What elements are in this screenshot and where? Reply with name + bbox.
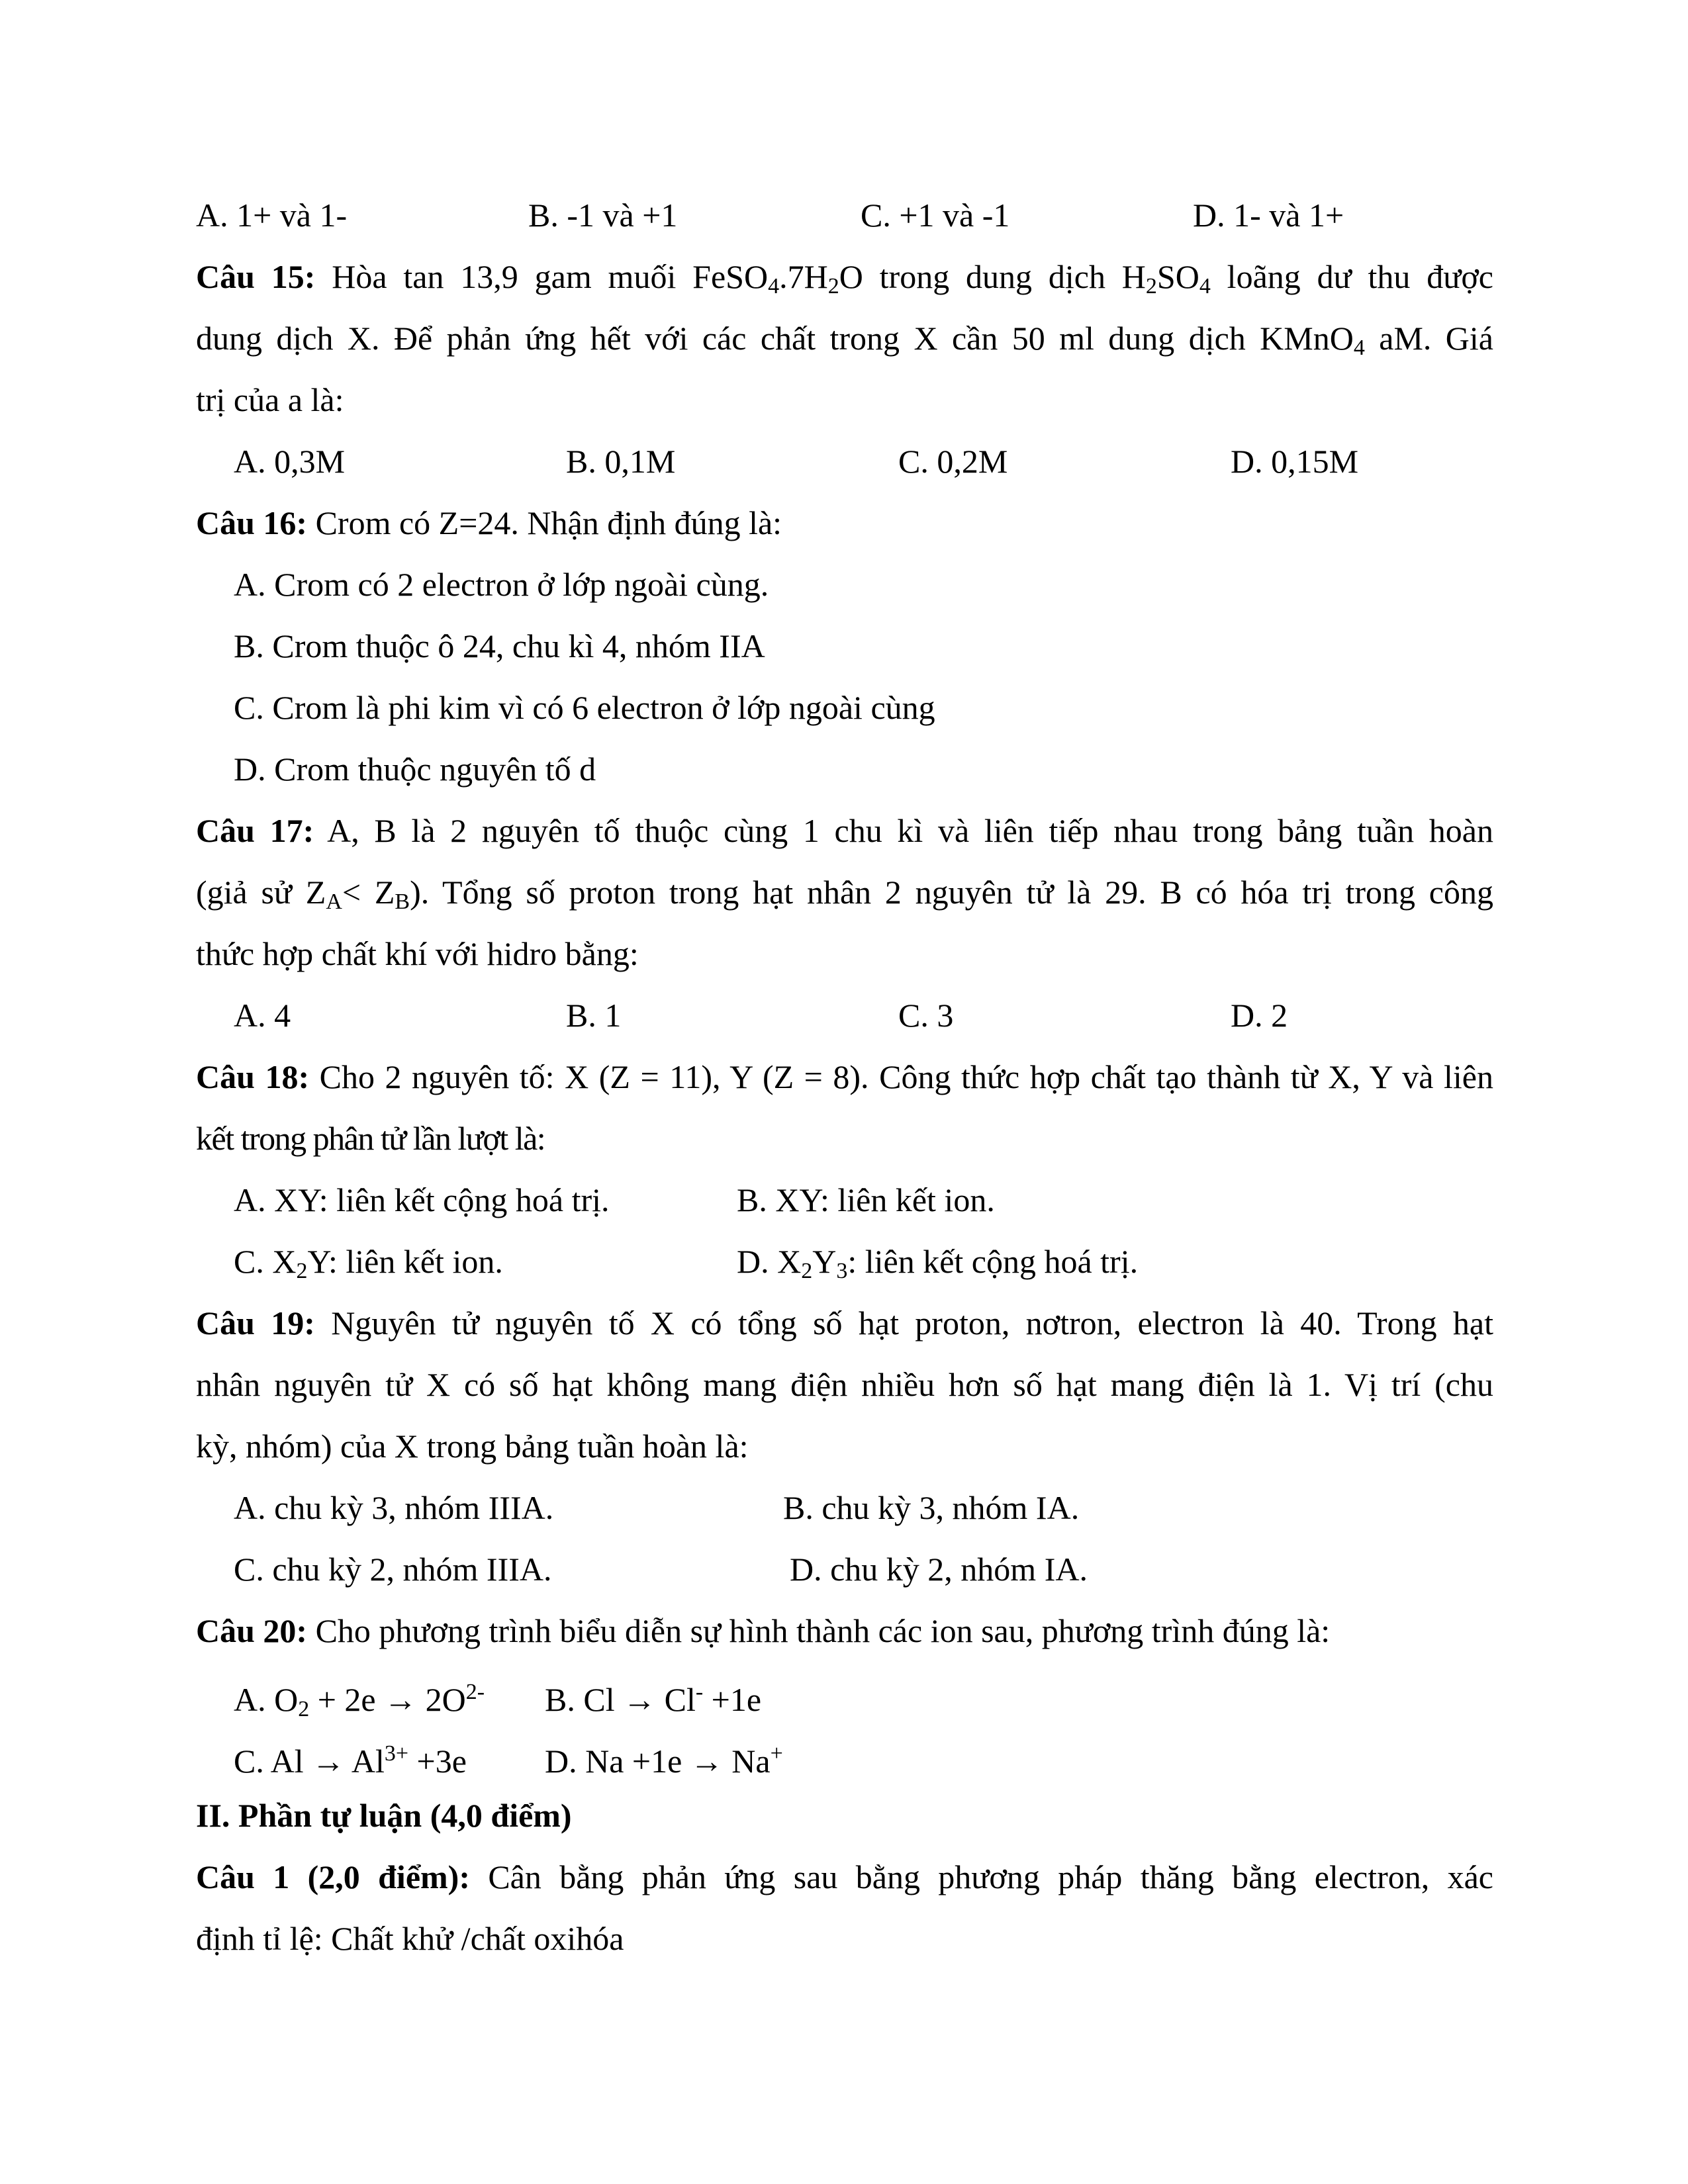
part2-q1-line-1: Câu 1 (2,0 điểm): Cân bằng phản ứng sau bằng phương pháp thăng bằng electron, xác: [196, 1858, 1493, 1895]
q18-line-1: Câu 18: Cho 2 nguyên tố: X (Z = 11), Y (Z = 8). Công thức hợp chất tạo thành từ X, Y và liên: [196, 1058, 1493, 1095]
q20-option-d: D. Na +1e → Na+: [545, 1741, 783, 1780]
q15-option-b: B. 0,1M: [566, 443, 676, 480]
q17-option-a: A. 4: [234, 997, 291, 1034]
q16-option-d: D. Crom thuộc nguyên tố d: [234, 751, 596, 788]
q14-option-d: D. 1- và 1+: [1193, 197, 1344, 234]
q20-label: Câu 20:: [196, 1612, 308, 1649]
q17-line-1: Câu 17: A, B là 2 nguyên tố thuộc cùng 1 chu kì và liên tiếp nhau trong bảng tuần hoàn: [196, 812, 1493, 849]
q17-option-d: D. 2: [1231, 997, 1288, 1034]
q20-option-c: C. $Al \to Al^{3+} +3e$: [234, 1741, 467, 1780]
q19-option-b: B. chu kỳ 3, nhóm IA.: [783, 1489, 1080, 1526]
q19-line-2: nhân nguyên tử X có số hạt không mang điện nhiều hơn số hạt mang điện là 1. Vị trí (chu: [196, 1366, 1493, 1403]
q18-option-c: C. $X_2Y$: liên kết ion.: [234, 1243, 503, 1283]
q14-option-a: A. 1+ và 1-: [196, 197, 348, 234]
q20-option-a: A. $O_2 + 2e \to 2O^{2-}$: [234, 1680, 485, 1721]
q17-line-2: (giả sử $Z_A< Z_B$). Tổng số proton trong hạt nhân 2 nguyên tử là 29. B có hóa trị trong công: [196, 874, 1493, 914]
q17-option-b: B. 1: [566, 997, 622, 1034]
q15-option-d: D. 0,15M: [1231, 443, 1359, 480]
q18-label: Câu 18:: [196, 1058, 310, 1095]
q14-option-b: B. -1 và +1: [528, 197, 678, 234]
q16-stem: Câu 16: Crom có Z=24. Nhận định đúng là:: [196, 504, 782, 541]
q18-line-2: kết trong phân tử lần lượt là:: [196, 1120, 545, 1157]
part2-heading: II. Phần tự luận (4,0 điểm): [196, 1797, 572, 1834]
q17-option-c: C. 3: [898, 997, 954, 1034]
q20-option-b: B. Cl → Cl- +1e: [545, 1680, 762, 1718]
part2-q1-line-2: định tỉ lệ: Chất khử /chất oxihóa: [196, 1920, 624, 1957]
q14-option-c: C. +1 và -1: [861, 197, 1010, 234]
q18-option-d: D. $X_2Y_3$: liên kết cộng hoá trị.: [737, 1243, 1139, 1283]
q15-line-3: trị của a là:: [196, 381, 344, 418]
q16-label: Câu 16:: [196, 504, 308, 541]
q19-option-a: A. chu kỳ 3, nhóm IIIA.: [234, 1489, 554, 1526]
q15-label: Câu 15:: [196, 258, 316, 295]
q19-option-d: D. chu kỳ 2, nhóm IA.: [790, 1551, 1088, 1588]
q18-option-b: B. XY: liên kết ion.: [737, 1181, 995, 1218]
q16-option-c: C. Crom là phi kim vì có 6 electron ở lớp ngoài cùng: [234, 689, 935, 726]
q17-label: Câu 17:: [196, 812, 314, 849]
q19-line-3: kỳ, nhóm) của X trong bảng tuần hoàn là:: [196, 1428, 749, 1465]
q19-option-c: C. chu kỳ 2, nhóm IIIA.: [234, 1551, 552, 1588]
part2-q1-label: Câu 1 (2,0 điểm):: [196, 1858, 470, 1895]
q18-option-a: A. XY: liên kết cộng hoá trị.: [234, 1181, 610, 1218]
q15-option-a: A. 0,3M: [234, 443, 346, 480]
q19-label: Câu 19:: [196, 1304, 315, 1342]
q19-line-1: Câu 19: Nguyên tử nguyên tố X có tổng số hạt proton, nơtron, electron là 40. Trong hạt: [196, 1304, 1493, 1342]
q15-line-1: Câu 15: Hòa tan 13,9 gam muối $FeSO_4.7H_2O$ trong dung dịch $H_2SO_4$ loãng dư thu được: [196, 258, 1494, 298]
q15-option-c: C. 0,2M: [898, 443, 1008, 480]
q15-line-2: dung dịch X. Để phản ứng hết với các chất trong X cần 50 ml dung dịch KMnO$_4$ aM. Giá: [196, 320, 1493, 360]
q17-line-3: thức hợp chất khí với hidro bằng:: [196, 935, 639, 972]
q16-option-b: B. Crom thuộc ô 24, chu kì 4, nhóm IIA: [234, 627, 765, 664]
q16-option-a: A. Crom có 2 electron ở lớp ngoài cùng.: [234, 566, 769, 603]
q20-stem: Câu 20: Cho phương trình biểu diễn sự hình thành các ion sau, phương trình đúng là:: [196, 1612, 1331, 1649]
